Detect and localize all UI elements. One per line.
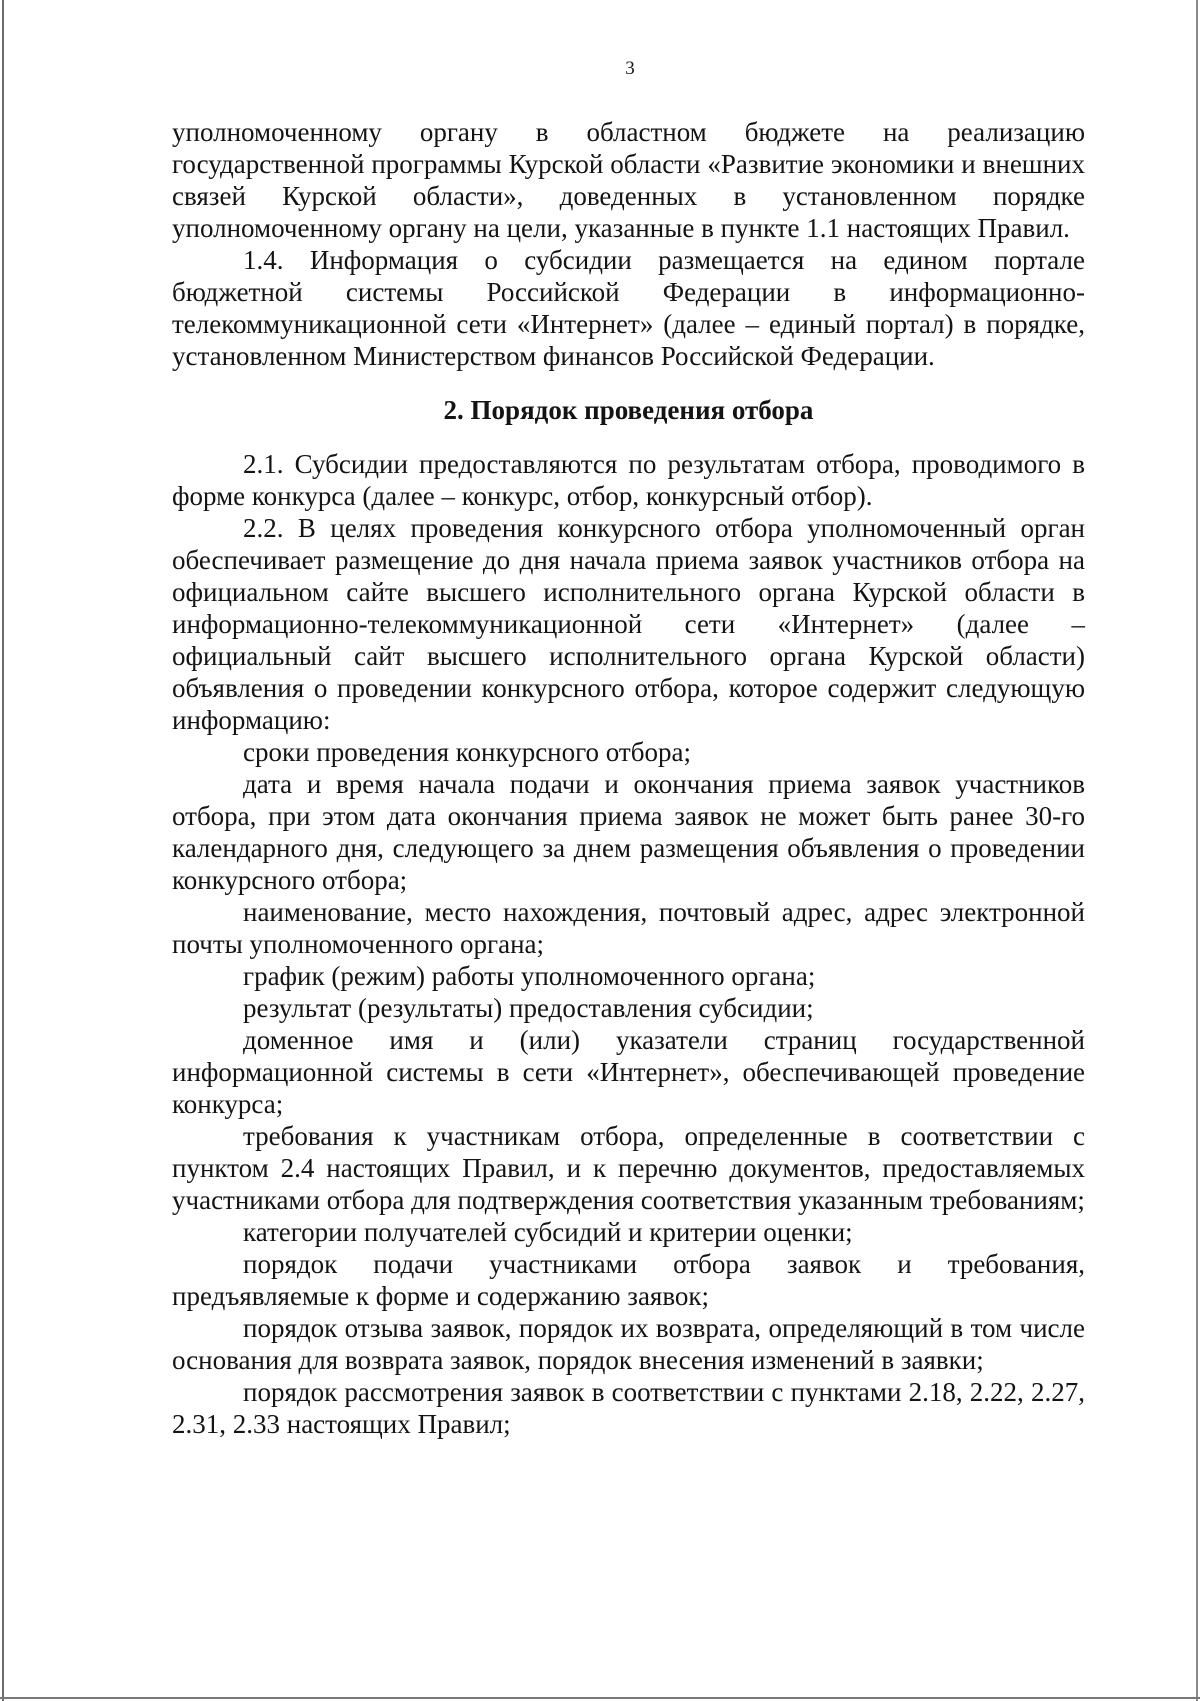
list-item-work-schedule: график (режим) работы уполномоченного органа;: [243, 961, 816, 991]
list-item-submission-procedure: порядок подачи участниками отбора заявок и требования, предъявляемые к форме и содержанию заявок;: [172, 1249, 1085, 1311]
scan-edge-right: [1196, 0, 1198, 1701]
list-item-participant-requirements: требования к участникам отбора, определенные в соответствии с пунктом 2.4 настоящих Правил, и к перечню документов, предоставляемых участниками отбора для подтверждения соответствия указанным требованиям;: [172, 1121, 1085, 1215]
list-item-withdrawal-procedure: порядок отзыва заявок, порядок их возврата, определяющий в том числе основания для возврата заявок, порядок внесения изменений в заявки;: [172, 1313, 1085, 1375]
list-item-domain-name: доменное имя и (или) указатели страниц государственной информационной системы в сети «Интернет», обеспечивающей проведение конкурса;: [172, 1025, 1085, 1119]
list-item-recipient-categories: категории получателей субсидий и критерии оценки;: [243, 1217, 853, 1247]
list-item-subsidy-result: результат (результаты) предоставления субсидии;: [243, 993, 814, 1023]
list-item-organ-address: наименование, место нахождения, почтовый адрес, адрес электронной почты уполномоченного органа;: [172, 897, 1085, 959]
paragraph-2-2: 2.2. В целях проведения конкурсного отбора уполномоченный орган обеспечивает размещение до дня начала приема заявок участников отбора на официальном сайте высшего исполнительного органа Курской области в информационно-телекоммуникационной сети «Интернет» (далее – официальный сайт высшего исполнительного органа Курской области) объявления о проведении конкурсного отбора, которое содержит следующую информацию:: [172, 513, 1085, 735]
paragraph-2-1: 2.1. Субсидии предоставляются по результатам отбора, проводимого в форме конкурса (далее – конкурс, отбор, конкурсный отбор).: [172, 449, 1085, 511]
paragraph-1-4: 1.4. Информация о субсидии размещается на едином портале бюджетной системы Российской Федерации в информационно-телекоммуникационной сети «Интернет» (далее – единый портал) в порядке, установленном Министерством финансов Российской Федерации.: [172, 245, 1085, 371]
paragraph-continuation: уполномоченному органу в областном бюджете на реализацию государственной программы Курской области «Развитие экономики и внешних связей Курской области», доведенных в установленном порядке уполномоченному органу на цели, указанные в пункте 1.1 настоящих Правил.: [172, 117, 1085, 243]
list-item-review-procedure: порядок рассмотрения заявок в соответствии с пунктами 2.18, 2.22, 2.27, 2.31, 2.33 настоящих Правил;: [172, 1377, 1085, 1439]
scan-edge-left: [2, 0, 4, 1701]
list-item-selection-dates: сроки проведения конкурсного отбора;: [243, 737, 691, 767]
list-item-application-dates: дата и время начала подачи и окончания приема заявок участников отбора, при этом дата окончания приема заявок не может быть ранее 30-го календарного дня, следующего за днем размещения объявления о проведении конкурсного отбора;: [172, 769, 1085, 895]
scan-edge-bottom: [0, 1697, 1200, 1699]
page-number: 3: [625, 58, 635, 79]
document-body: [172, 116, 1085, 1440]
section-heading: 2. Порядок проведения отбора: [443, 395, 814, 425]
